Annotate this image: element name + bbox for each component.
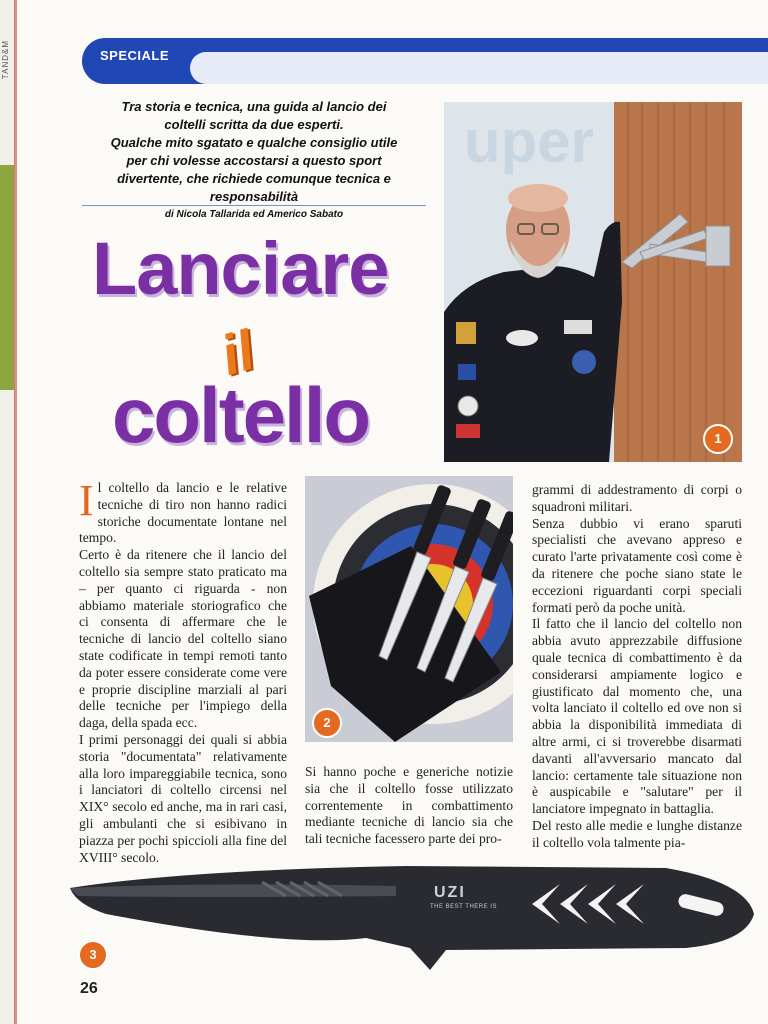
paragraph: Senza dubbio vi erano sparuti specialisti che avevano appreso e curato l'arte privatamente così come è da ritenere che poche siano state le eccezioni riguardanti corpi speciali formati però da poche unità. xyxy=(532,515,742,615)
section-label: SPECIALE xyxy=(100,48,170,63)
intro-line: per chi volesse accostarsi a questo sport xyxy=(126,153,382,168)
svg-text:uper: uper xyxy=(464,108,595,175)
spine-edge xyxy=(14,0,17,1024)
spine-color-strip xyxy=(0,165,14,390)
paragraph: grammi di addestramento di corpi o squadroni militari. xyxy=(532,482,742,514)
figure-number-2: 2 xyxy=(312,708,342,738)
paragraph xyxy=(79,476,287,547)
paragraph-text: l coltello da lancio e le relative tecniche di tiro non hanno radici storiche documentate lontane nel tempo. xyxy=(79,480,287,546)
intro-line: divertente, che richiede comunque tecnica e xyxy=(117,171,391,186)
article-column-2 xyxy=(305,764,513,848)
title-word-lanciare: Lanciare xyxy=(92,227,389,310)
title-word-il: il xyxy=(213,317,262,388)
article-column-1 xyxy=(79,476,287,866)
paragraph: Il fatto che il lancio del coltello non abbia avuto apprezzabile diffusione quale tecnica di combattimento è da considerarsi ampiamente logico e giustificato dal momento che, una volta lanciato il coltello ed ove non si abbia la disponibilità immediata di altre armi, ci si troverebbe disarmati davanti all'avversario mancato dal lancio: certamente tale situazione non è auspicabile e "salutare" per il lanciatore impegnato in battaglia. xyxy=(532,616,742,817)
page-spine xyxy=(0,0,15,1024)
figure-number-3: 3 xyxy=(78,940,108,970)
article-byline: di Nicola Tallarida ed Americo Sabato xyxy=(164,209,344,220)
page-number: 26 xyxy=(80,980,98,997)
photo-thrower-portrait xyxy=(444,102,742,462)
knife-brand: UZI xyxy=(434,884,466,901)
knife-tagline: THE BEST THERE IS xyxy=(430,904,497,910)
section-banner-inset xyxy=(190,52,768,84)
spine-label: TAND&M xyxy=(1,40,10,80)
paragraph: Certo è da ritenere che il lancio del coltello sia sempre stato praticato ma – per quanto ci riguarda - non abbiamo materiale storiografico che ci consenta di affermare che le tecniche di lancio del coltello siano state codificate in tempi remoti tanto da poter essere considerate come vere e proprie discipline marziali al pari delle tecniche per l'impiego della daga, della spada ecc. xyxy=(79,547,287,731)
paragraph: I primi personaggi dei quali si abbia storia "documentata" relativamente alla loro impareggiabile tecnica, sono i lanciatori di coltello circensi nel XIX° secolo ed anche, ma in rari casi, gli ambulanti che si esibivano in piazza per pochi spiccioli alla fine del XVIII° secolo. xyxy=(79,731,287,865)
drop-cap: I xyxy=(79,476,94,525)
figure-number-1: 1 xyxy=(703,424,733,454)
article-column-3 xyxy=(532,482,742,852)
article-intro xyxy=(82,98,426,206)
photo-uzi-knife xyxy=(66,852,756,972)
photo-knives-on-target xyxy=(305,476,513,742)
paragraph: Si hanno poche e generiche notizie sia che il coltello fosse utilizzato correntemente in combattimento mediante tecniche di lancio sia che tali tecniche facessero parte dei pro- xyxy=(305,764,513,847)
title-word-coltello: coltello xyxy=(112,371,370,459)
intro-line: Qualche mito sgatato e qualche consiglio utile xyxy=(110,135,398,150)
intro-line: coltelli scritta da due esperti. xyxy=(164,117,344,132)
paragraph: Del resto alle medie e lunghe distanze il coltello vola talmente pia- xyxy=(532,817,742,850)
intro-line: Tra storia e tecnica, una guida al lancio dei xyxy=(121,99,387,114)
intro-divider xyxy=(82,205,426,206)
intro-line: responsabilità xyxy=(209,189,299,204)
